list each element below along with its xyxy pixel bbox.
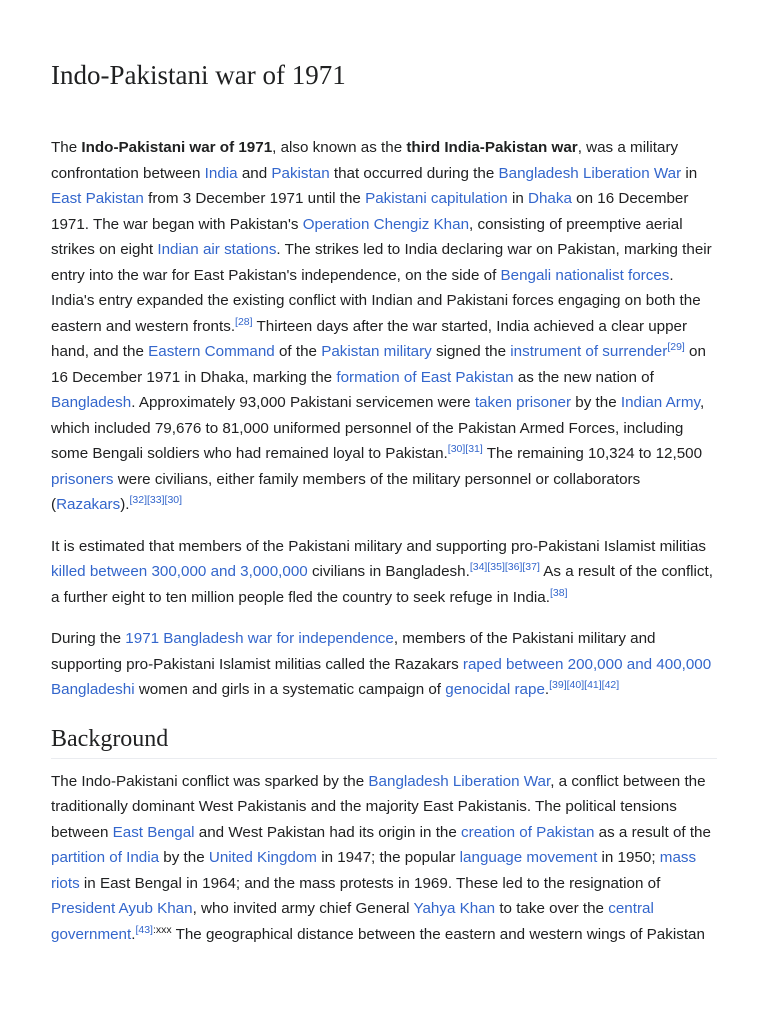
citation-link[interactable]: [33]	[147, 493, 165, 506]
text: The	[51, 139, 82, 156]
link-operation-chengiz-khan[interactable]: Operation Chengiz Khan	[302, 215, 470, 233]
text: signed the	[431, 343, 511, 360]
text: , members of the Pakistani military and supporting pro-Pakistani Islamist militias called the Razakars	[51, 630, 656, 673]
link-killed-estimate[interactable]: killed between 300,000 and 3,000,000	[51, 563, 308, 580]
citation	[549, 679, 619, 691]
link-formation-of-east-pakistan[interactable]: formation of East Pakistan	[336, 368, 514, 386]
link-central-government[interactable]: central government	[51, 900, 654, 943]
text: As a result of the conflict, a further eight to ten million people fled the country to seek refuge in India.	[51, 563, 713, 606]
text: , who invited army chief General	[192, 900, 414, 917]
section-heading-background: Background	[51, 724, 717, 759]
text: in	[681, 164, 698, 182]
citation-page: :xxx	[152, 923, 172, 936]
text: on 16 December 1971 in Dhaka, marking the	[51, 343, 706, 386]
link-pakistani-capitulation[interactable]: Pakistani capitulation	[365, 190, 508, 207]
link-pakistan[interactable]: Pakistan	[271, 164, 330, 182]
link-president-ayub-khan[interactable]: President Ayub Khan	[51, 900, 193, 917]
paragraph-background	[51, 769, 717, 948]
text: of the	[274, 343, 322, 360]
link-east-pakistan[interactable]: East Pakistan	[51, 190, 144, 207]
text: as a result of the	[594, 823, 711, 841]
paragraph-casualties	[51, 534, 717, 611]
text: , a conflict between the traditionally dominant West Pakistanis and the majority East Pakistanis. The political tensions between	[51, 772, 706, 841]
text: and	[237, 164, 272, 182]
text: During the	[51, 630, 126, 647]
text: , also known as the	[272, 139, 407, 156]
link-bangladesh-liberation-war[interactable]: Bangladesh Liberation War	[498, 164, 682, 182]
citation	[667, 341, 685, 353]
text: to take over the	[495, 900, 609, 917]
citation-link[interactable]: [39]	[549, 678, 567, 691]
text: from 3 December 1971 until the	[143, 190, 366, 207]
text: civilians in Bangladesh.	[307, 563, 470, 580]
link-bangladesh-liberation-war[interactable]: Bangladesh Liberation War	[368, 772, 551, 790]
text: The remaining 10,324 to 12,500	[482, 445, 703, 462]
link-bengali-nationalist-forces[interactable]: Bengali nationalist forces	[500, 266, 670, 284]
link-east-bengal[interactable]: East Bengal	[112, 823, 195, 841]
text: in	[507, 190, 529, 207]
text: . The strikes led to India declaring war on Pakistan, marking their entry into the war for East Pakistan's independence, on the side of	[51, 241, 712, 284]
link-language-movement[interactable]: language movement	[459, 849, 598, 866]
citation-link[interactable]: [38]	[549, 586, 568, 599]
citation-link[interactable]: [28]	[235, 315, 253, 328]
citation-link[interactable]: [30]	[447, 442, 466, 455]
link-1971-bangladesh-war[interactable]: 1971 Bangladesh war for independence	[125, 630, 394, 647]
link-partition-of-india[interactable]: partition of India	[51, 849, 160, 866]
citation-link[interactable]: [30]	[164, 493, 183, 506]
text: .	[544, 681, 550, 698]
citation-link[interactable]: [41]	[584, 678, 602, 691]
link-instrument-of-surrender[interactable]: instrument of surrender	[510, 343, 668, 360]
citation	[550, 586, 568, 598]
citation-link[interactable]: [34]	[469, 560, 488, 573]
text: . Approximately 93,000 Pakistani servicemen were	[131, 394, 475, 411]
citation	[130, 494, 183, 506]
text: by the	[571, 394, 621, 411]
citation	[135, 923, 171, 935]
text: in East Bengal in 1964; and the mass protests in 1969. These led to the resignation of	[79, 874, 661, 892]
text: on 16 December 1971. The war began with Pakistan's	[51, 190, 689, 233]
citation-link[interactable]: [31]	[465, 442, 483, 455]
link-eastern-command[interactable]: Eastern Command	[148, 343, 275, 360]
link-taken-prisoner[interactable]: taken prisoner	[474, 394, 572, 411]
text: ).	[120, 496, 130, 513]
text: , was a military confrontation between	[51, 139, 679, 182]
link-creation-of-pakistan[interactable]: creation of Pakistan	[461, 823, 595, 841]
citation-link[interactable]: [29]	[667, 340, 685, 353]
citation	[235, 315, 253, 327]
citation-link[interactable]: [42]	[601, 678, 620, 691]
citation-link[interactable]: [40]	[566, 678, 585, 691]
text: It is estimated that members of the Pakistani military and supporting pro-Pakistani Islamist militias	[51, 537, 707, 555]
text: as the new nation of	[513, 368, 654, 386]
citation-link[interactable]: [37]	[522, 560, 540, 573]
citation	[448, 443, 483, 455]
text: The geographical distance between the eastern and western wings of Pakistan	[171, 925, 705, 943]
link-raped-estimate[interactable]: raped between 200,000 and 400,000 Bangladeshi	[51, 655, 712, 698]
text: Thirteen days after the war started, India achieved a clear upper hand, and the	[51, 317, 688, 360]
text: that occurred during the	[329, 164, 499, 182]
link-india[interactable]: India	[204, 164, 238, 182]
citation-link[interactable]: [35]	[487, 560, 505, 573]
text: The Indo-Pakistani conflict was sparked by the	[51, 772, 369, 790]
text: . India's entry expanded the existing conflict with Indian and Pakistani forces engaging on both the eastern and western fronts.	[51, 266, 701, 335]
bold-term: third India-Pakistan war	[406, 139, 578, 156]
citation	[470, 561, 540, 573]
link-pakistan-military[interactable]: Pakistan military	[321, 343, 432, 360]
link-bangladesh[interactable]: Bangladesh	[51, 394, 132, 411]
link-mass-riots[interactable]: mass riots	[51, 849, 697, 892]
text: were civilians, either family members of the military personnel or collaborators (	[51, 470, 641, 513]
link-indian-army[interactable]: Indian Army	[620, 394, 700, 411]
citation-link[interactable]: [36]	[504, 560, 523, 573]
link-genocidal-rape[interactable]: genocidal rape	[445, 681, 545, 698]
link-yahya-khan[interactable]: Yahya Khan	[413, 900, 496, 917]
page-title: Indo-Pakistani war of 1971	[51, 60, 346, 90]
link-dhaka[interactable]: Dhaka	[528, 190, 572, 207]
article-content	[51, 0, 717, 947]
text: in 1947; the popular	[316, 849, 460, 866]
link-united-kingdom[interactable]: United Kingdom	[208, 849, 317, 866]
paragraph-razakars	[51, 626, 717, 703]
bold-term: Indo-Pakistani war of 1971	[81, 139, 273, 156]
text: by the	[159, 849, 209, 866]
citation-link[interactable]: [43]	[135, 923, 153, 936]
lead-paragraph	[51, 135, 717, 518]
citation-link[interactable]: [32]	[129, 493, 148, 506]
text: , which included 79,676 to 81,000 uniformed personnel of the Pakistan Armed Forces, including some Bengali soldiers who had remained loyal to Pakistan.	[51, 394, 705, 462]
text: and West Pakistan had its origin in the	[194, 823, 462, 841]
link-razakars[interactable]: Razakars	[56, 496, 121, 513]
text: in 1950;	[597, 849, 660, 866]
text: , consisting of preemptive aerial strikes on eight	[51, 215, 683, 258]
link-prisoners[interactable]: prisoners	[51, 470, 114, 488]
link-indian-air-stations[interactable]: Indian air stations	[157, 241, 277, 258]
text: women and girls in a systematic campaign of	[134, 681, 446, 698]
text: .	[131, 925, 136, 943]
